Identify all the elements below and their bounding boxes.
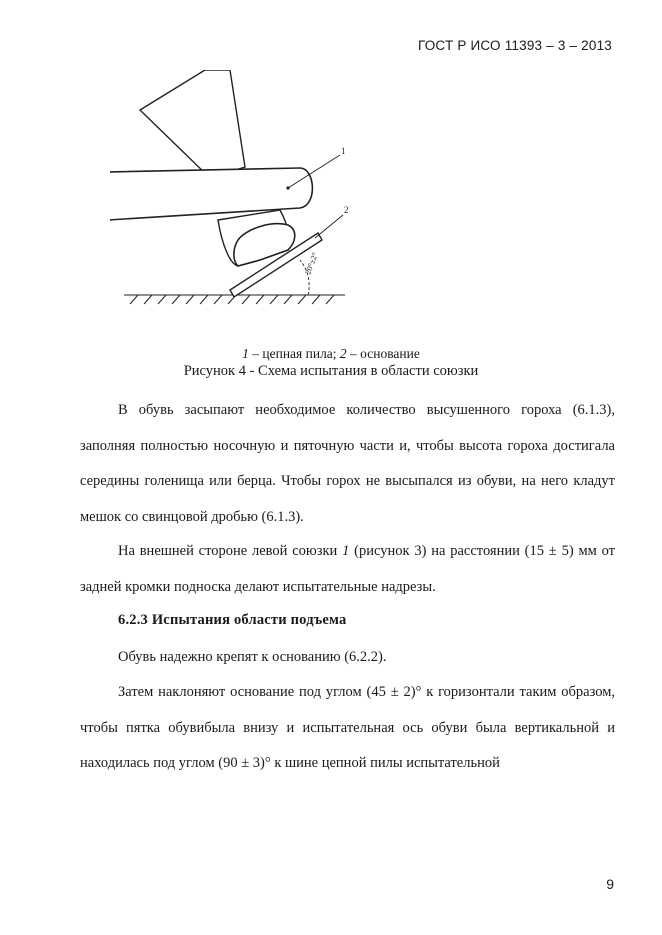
paragraph-fixing: Обувь надежно крепят к основанию (6.2.2). bbox=[118, 649, 387, 665]
callout-1-label: 1 bbox=[341, 146, 346, 156]
angle-label: 20°±2° bbox=[303, 251, 320, 276]
document-header: ГОСТ Р ИСО 11393 – 3 – 2013 bbox=[417, 38, 612, 53]
callout-2-label: 2 bbox=[344, 205, 349, 215]
paragraph-incisions-end: (рисунок 3) на расстоянии (15 ± 5) мм от задней кромки подноска делают испытательные надрезы. bbox=[80, 543, 616, 595]
paragraph-incisions bbox=[80, 534, 615, 605]
paragraph-peas: В обувь засыпают необходимое количество высушенного гороха (6.1.3), заполняя полностью носочную и пяточную части и, чтобы высота гороха достигала середины голенища или берца. Чтобы горох не высыпался из обуви, на него кладут мешок со свинцовой дробью (6.1.3). bbox=[80, 402, 615, 525]
section-heading: 6.2.3 Испытания области подъема bbox=[118, 612, 347, 628]
legend-item1-text: – цепная пила; bbox=[248, 346, 340, 361]
page-number: 9 bbox=[606, 876, 614, 892]
callout-2-leader bbox=[315, 215, 343, 238]
chainsaw-bar bbox=[110, 168, 312, 220]
legend-item1-number: 1 bbox=[242, 346, 249, 361]
test-scheme-figure bbox=[110, 70, 360, 320]
figure-legend bbox=[0, 345, 662, 362]
paragraph-incisions-start: На внешней стороне левой союзки bbox=[118, 543, 343, 559]
figure-caption: Рисунок 4 - Схема испытания в области союзки bbox=[183, 363, 479, 379]
legend-item2-number: 2 bbox=[339, 346, 347, 361]
legend-item2-text: – основание bbox=[346, 346, 420, 361]
paragraph-incisions-ref: 1 bbox=[342, 543, 350, 559]
boot-shaft bbox=[140, 70, 245, 178]
paragraph-tilt: Затем наклоняют основание под углом (45 ± 2)° к горизонтали таким образом, чтобы пятка обувибыла внизу и испытательная ось обуви была вертикальной и находилась под углом (90 ± 3)° к шине цепной пилы испытательной bbox=[80, 684, 615, 771]
